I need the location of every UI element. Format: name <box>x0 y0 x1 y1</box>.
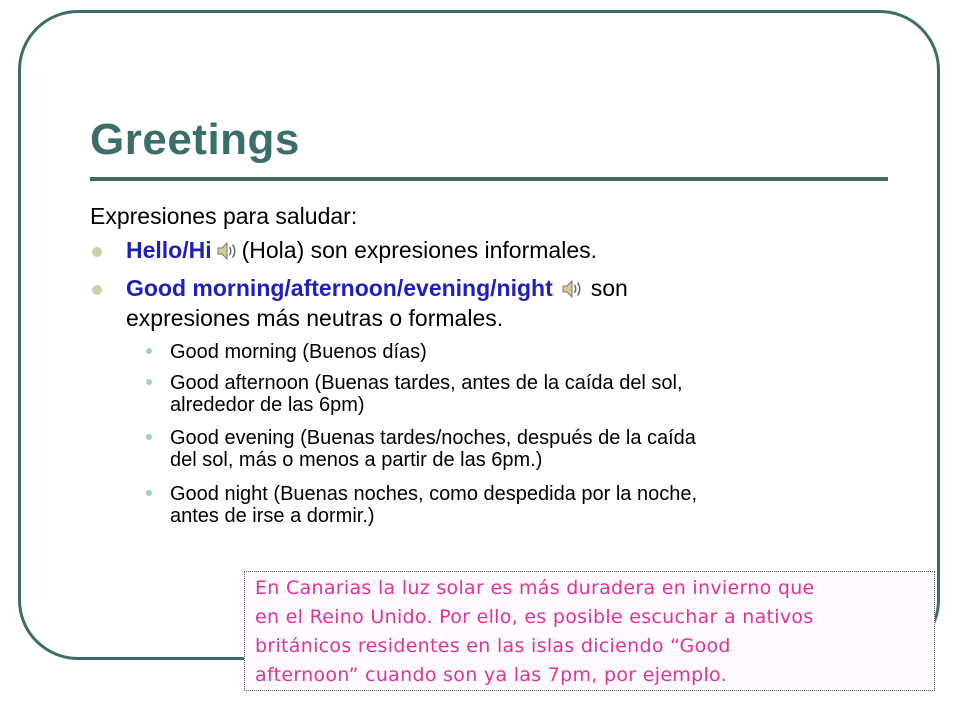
note-line: en el Reino Unido. Por ello, es posible escuchar a nativos <box>255 606 814 628</box>
note-line: británicos residentes en las islas diciendo “Good <box>255 635 731 657</box>
bullet-good-morning <box>126 275 886 332</box>
title-underline <box>90 177 888 181</box>
bullet-keyword: Good morning/afternoon/evening/night <box>126 275 553 301</box>
sub-bullet-good-morning <box>170 341 890 363</box>
bullet-text: (Hola) son expresiones informales. <box>241 237 598 263</box>
bullet-text: son <box>590 275 628 301</box>
bullet-hello-hi <box>126 237 886 267</box>
canarias-note-box <box>244 571 935 691</box>
lead-text: Expresiones para saludar: <box>90 203 358 229</box>
bullet-dot <box>92 285 102 295</box>
slide-frame <box>18 10 940 660</box>
sub-bullet-good-afternoon <box>170 372 890 416</box>
sub-bullet-text-continued: antes de irse a dormir.) <box>170 505 375 527</box>
sub-bullet-text-continued: alrededor de las 6pm) <box>170 394 365 416</box>
bullet-dot <box>92 247 102 257</box>
sub-bullet-good-evening <box>170 427 890 471</box>
note-line: En Canarias la luz solar es más duradera en invierno que <box>255 577 815 599</box>
sub-bullet-dot <box>146 490 152 496</box>
sub-bullet-text: Good morning (Buenos días) <box>170 341 427 363</box>
bullet-keyword: Hello/Hi <box>126 237 212 263</box>
sub-bullet-good-night <box>170 483 890 527</box>
sub-bullet-dot <box>146 348 152 354</box>
speaker-icon[interactable] <box>561 278 583 305</box>
slide-title: Greetings <box>90 115 300 164</box>
sub-bullet-dot <box>146 434 152 440</box>
speaker-icon[interactable] <box>216 240 238 267</box>
bullet-text-continued: expresiones más neutras o formales. <box>126 305 504 331</box>
sub-bullet-text: Good night (Buenas noches, como despedida por la noche, <box>170 483 698 505</box>
sub-bullet-text: Good evening (Buenas tardes/noches, después de la caída <box>170 427 696 449</box>
note-line: afternoon” cuando son ya las 7pm, por ejemplo. <box>255 664 727 686</box>
sub-bullet-dot <box>146 379 152 385</box>
sub-bullet-text-continued: del sol, más o menos a partir de las 6pm.) <box>170 449 543 471</box>
sub-bullet-text: Good afternoon (Buenas tardes, antes de la caída del sol, <box>170 372 683 394</box>
